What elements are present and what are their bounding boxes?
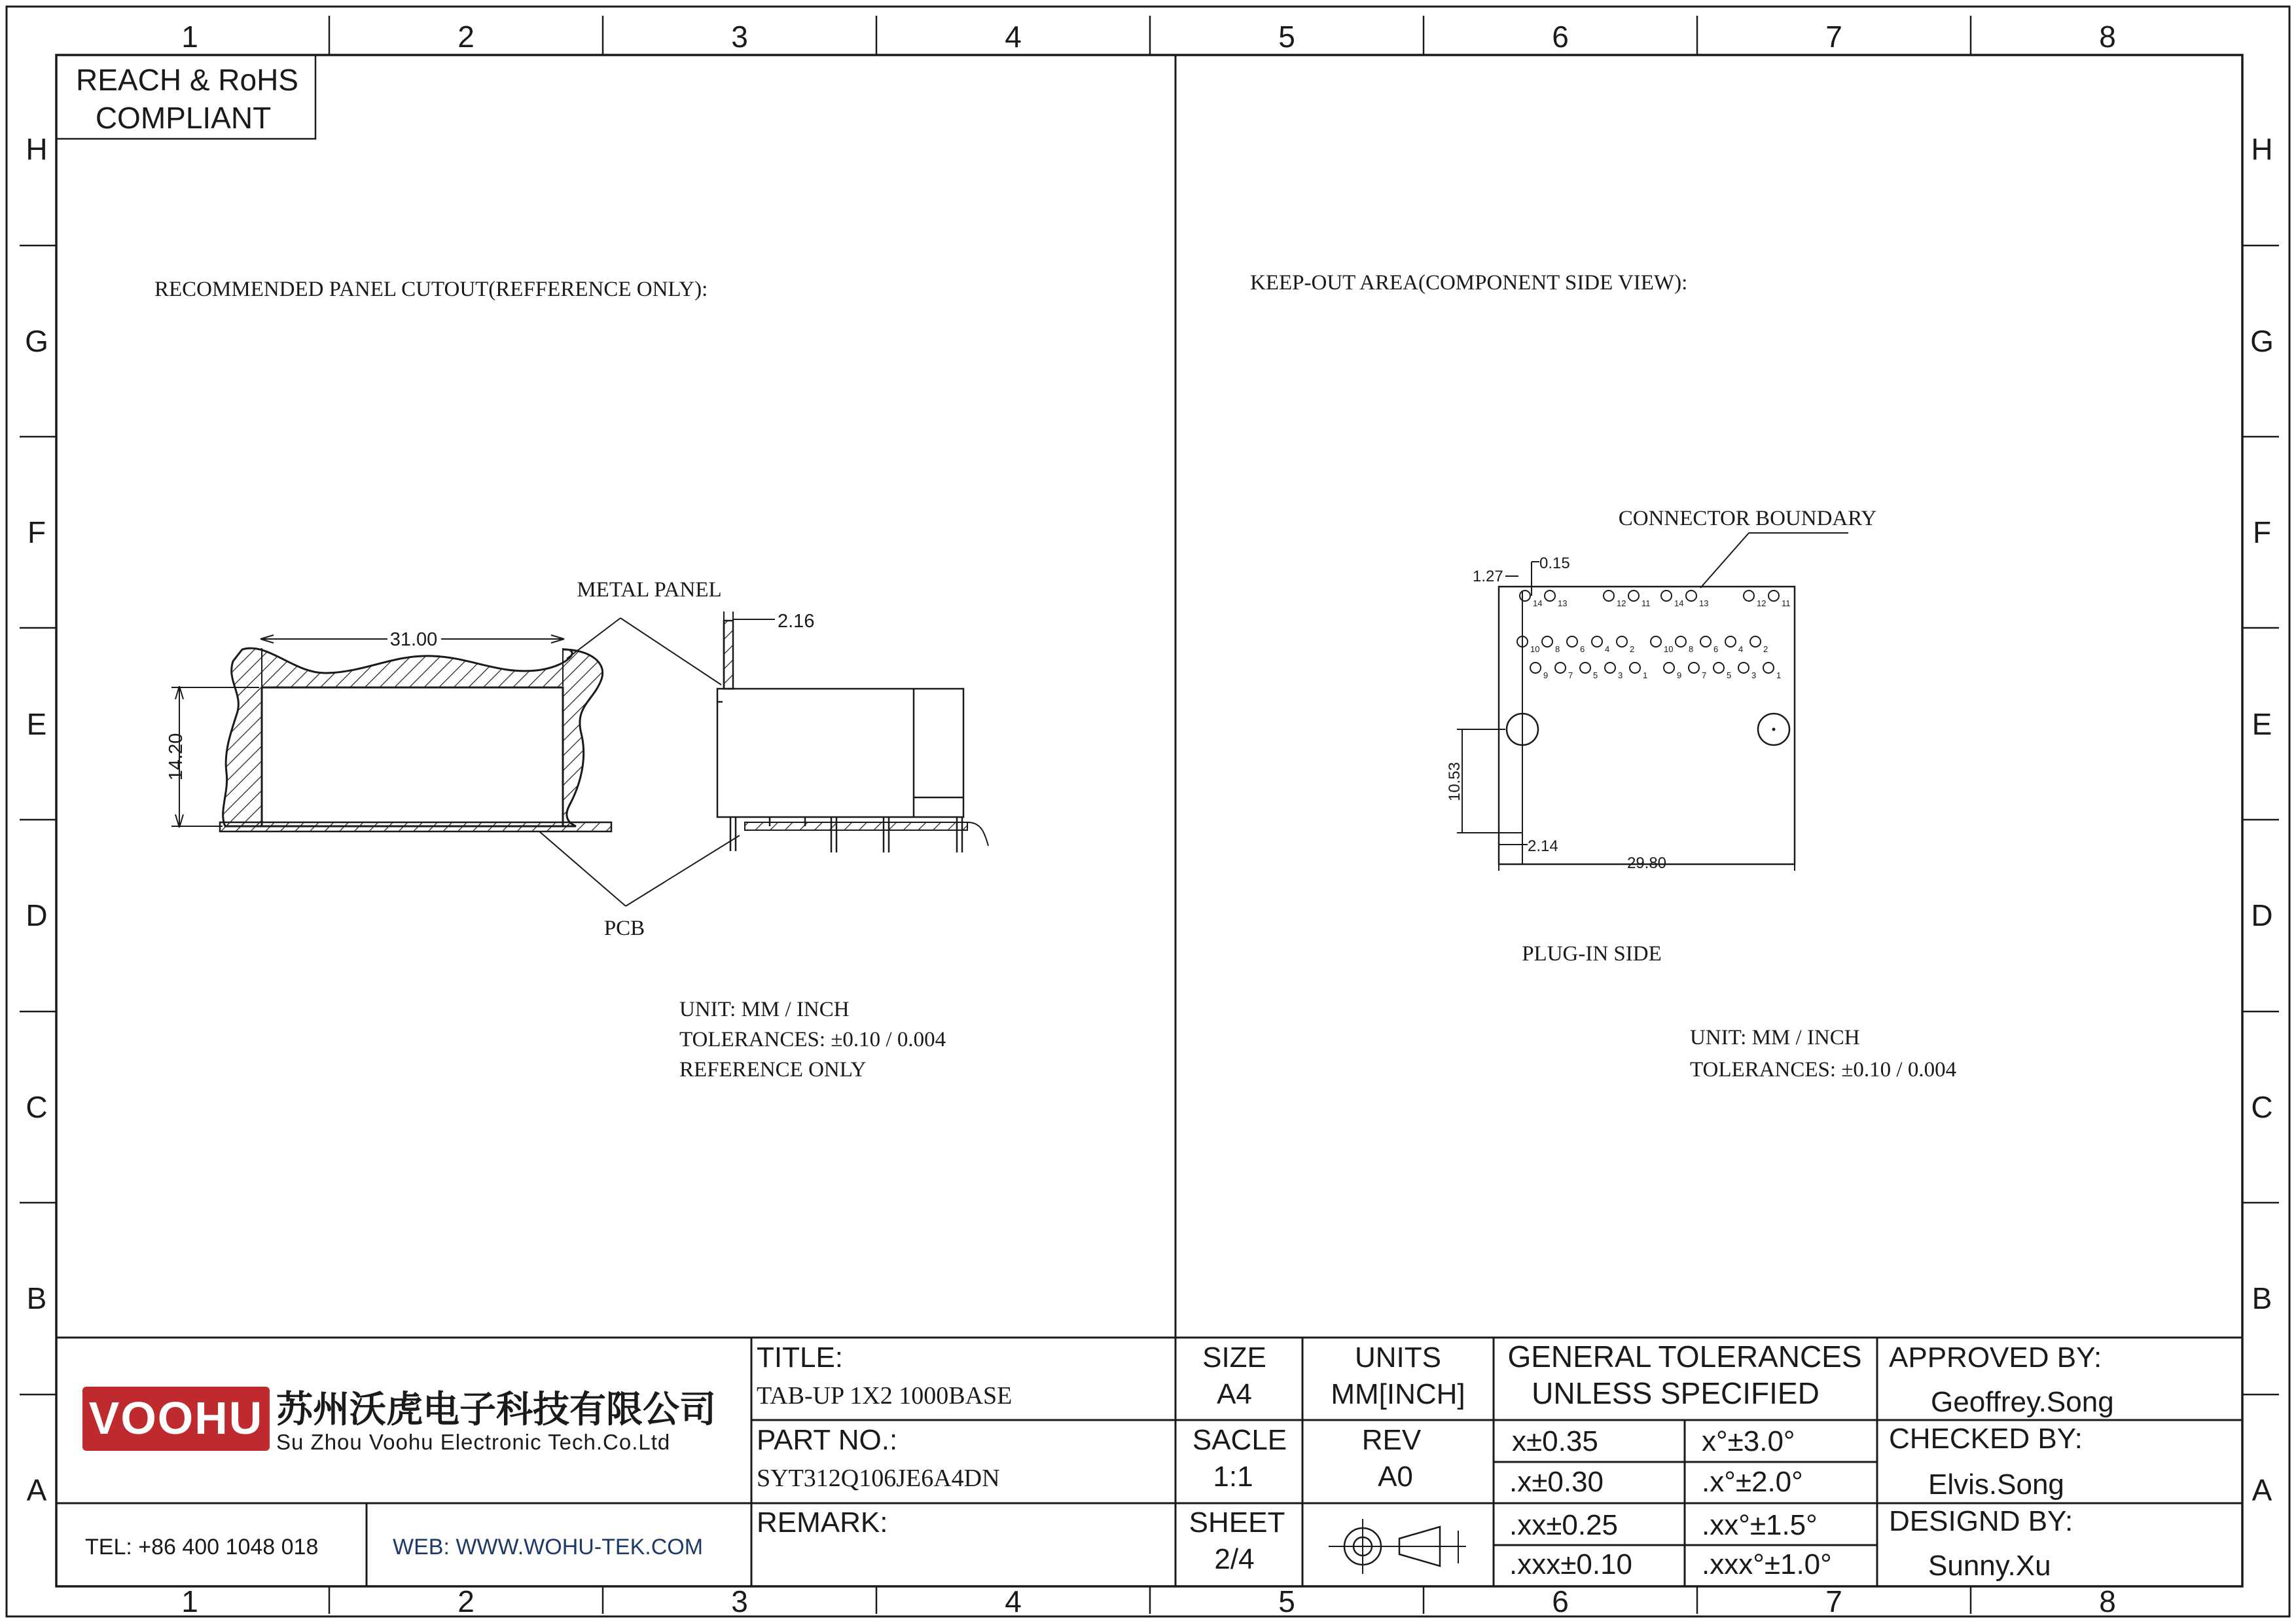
column-label-top: 2: [457, 20, 475, 54]
row-label-right: D: [2251, 898, 2273, 932]
pin-number-label: 4: [1738, 644, 1744, 654]
pin-hole: [1580, 663, 1590, 673]
tolerance-linear: .xxx±0.10: [1509, 1548, 1633, 1580]
column-label-top: 1: [181, 20, 198, 54]
right-note-tolerances: TOLERANCES: ±0.10 / 0.004: [1690, 1058, 1957, 1082]
checked-by-label: CHECKED BY:: [1889, 1423, 2083, 1455]
pin-number-label: 11: [1782, 598, 1791, 608]
designed-by-value: Sunny.Xu: [1928, 1550, 2051, 1582]
column-label-bottom: 6: [1552, 1584, 1569, 1618]
row-label-left: A: [26, 1473, 47, 1507]
pin-number-label: 6: [1580, 644, 1585, 654]
dim-pin-offset-a: 1.27: [1473, 568, 1503, 585]
tolerance-linear: .xx±0.25: [1509, 1509, 1619, 1541]
pin-hole: [1630, 663, 1640, 673]
tolerance-angular: .xx°±1.5°: [1702, 1509, 1818, 1541]
units-value: MM[INCH]: [1331, 1378, 1465, 1410]
row-label-left: D: [26, 898, 48, 932]
column-label-top: 5: [1278, 20, 1295, 54]
pin-number-label: 13: [1558, 598, 1568, 608]
checked-by-value: Elvis.Song: [1928, 1468, 2064, 1501]
row-label-right: B: [2251, 1281, 2272, 1315]
company-logo-text: VOOHU: [88, 1393, 264, 1444]
pin-hole: [1555, 663, 1566, 673]
pin-number-label: 4: [1605, 644, 1610, 654]
tolerance-angular: .xxx°±1.0°: [1702, 1548, 1832, 1580]
connector-boundary: [1499, 587, 1795, 864]
column-label-top: 7: [1825, 20, 1842, 54]
pin-hole: [1738, 663, 1749, 673]
column-label-bottom: 3: [731, 1584, 748, 1618]
pin-number-label: 8: [1689, 644, 1694, 654]
compliance-box: [56, 55, 315, 139]
row-label-left: C: [26, 1090, 48, 1124]
panel-opening: [262, 687, 563, 826]
column-label-top: 3: [731, 20, 748, 54]
pin-number-label: 8: [1555, 644, 1560, 654]
dim-cutout-height: 14.20: [166, 733, 187, 781]
pin-number-label: 2: [1630, 644, 1635, 654]
left-note-tolerances: TOLERANCES: ±0.10 / 0.004: [679, 1028, 946, 1051]
pin-number-label: 1: [1776, 670, 1782, 680]
pin-hole: [1700, 636, 1711, 647]
left-note-unit: UNIT: MM / INCH: [679, 998, 850, 1021]
pin-number-label: 3: [1751, 670, 1757, 680]
row-label-left: B: [26, 1281, 47, 1315]
title-label: TITLE:: [757, 1341, 844, 1374]
pin-number-label: 12: [1757, 598, 1767, 608]
pin-number-label: 14: [1533, 598, 1543, 608]
pin-hole: [1617, 636, 1627, 647]
row-label-right: E: [2251, 707, 2272, 741]
tolerance-angular: x°±3.0°: [1702, 1425, 1795, 1457]
pin-hole: [1661, 591, 1672, 601]
pin-hole: [1567, 636, 1577, 647]
pin-hole: [1604, 591, 1614, 601]
column-label-bottom: 7: [1825, 1584, 1842, 1618]
pin-hole: [1763, 663, 1774, 673]
part-number-value: SYT312Q106JE6A4DN: [757, 1465, 1000, 1492]
sheet-value: 2/4: [1214, 1543, 1255, 1575]
projection-symbol-icon: [1329, 1519, 1466, 1574]
pin-hole-field: [1517, 591, 1791, 680]
pin-hole: [1592, 636, 1602, 647]
dim-keepout-height: 10.53: [1446, 761, 1463, 802]
pin-number-label: 5: [1727, 670, 1732, 680]
approved-by-value: Geoffrey.Song: [1931, 1386, 2114, 1418]
column-label-bottom: 1: [181, 1584, 198, 1618]
compliance-line-1: REACH & RoHS: [76, 63, 298, 97]
size-label: SIZE: [1202, 1341, 1266, 1374]
pin-number-label: 6: [1713, 644, 1719, 654]
pin-number-label: 9: [1677, 670, 1682, 680]
left-note-reference: REFERENCE ONLY: [679, 1058, 867, 1082]
panel-cutout-view: [154, 278, 988, 1082]
pin-hole: [1725, 636, 1736, 647]
pin-number-label: 10: [1530, 644, 1540, 654]
scale-value: 1:1: [1213, 1461, 1253, 1493]
column-label-bottom: 5: [1278, 1584, 1295, 1618]
title-block: [56, 1338, 2242, 1586]
pin-hole: [1542, 636, 1552, 647]
column-label-top: 4: [1005, 20, 1022, 54]
pin-number-label: 2: [1763, 644, 1768, 654]
company-web: WEB: WWW.WOHU-TEK.COM: [393, 1535, 704, 1559]
rev-value: A0: [1378, 1461, 1413, 1493]
pin-hole: [1676, 636, 1686, 647]
compliance-line-2: COMPLIANT: [95, 101, 272, 135]
company-name-cn: 苏州沃虎电子科技有限公司: [276, 1389, 716, 1430]
remark-label: REMARK:: [757, 1506, 888, 1539]
units-label: UNITS: [1355, 1341, 1441, 1374]
row-label-right: H: [2251, 132, 2273, 166]
keep-out-view: [1250, 271, 1956, 1082]
dim-cutout-width: 31.00: [389, 629, 438, 650]
row-label-right: G: [2250, 324, 2274, 358]
mounting-hole-center: [1772, 728, 1776, 731]
rev-label: REV: [1361, 1424, 1422, 1456]
pin-number-label: 3: [1618, 670, 1623, 680]
pin-hole: [1605, 663, 1615, 673]
pin-number-label: 5: [1593, 670, 1598, 680]
pin-number-label: 1: [1643, 670, 1648, 680]
right-note-unit: UNIT: MM / INCH: [1690, 1026, 1860, 1049]
pin-number-label: 7: [1702, 670, 1707, 680]
connector-side-view: [717, 621, 988, 852]
company-name-en: Su Zhou Voohu Electronic Tech.Co.Ltd: [276, 1430, 671, 1454]
title-value: TAB-UP 1X2 1000BASE: [757, 1382, 1013, 1410]
tolerance-linear: x±0.35: [1512, 1425, 1598, 1457]
pin-hole: [1689, 663, 1699, 673]
tolerances-heading-1: GENERAL TOLERANCES: [1507, 1340, 1862, 1374]
column-label-top: 8: [2099, 20, 2116, 54]
pin-hole: [1750, 636, 1761, 647]
row-label-left: E: [26, 707, 47, 741]
dim-pin-offset-b: 0.15: [1539, 555, 1570, 572]
pcb-strip: [220, 822, 611, 831]
pin-hole: [1520, 591, 1530, 601]
part-number-label: PART NO.:: [757, 1424, 898, 1456]
row-label-right: A: [2251, 1473, 2272, 1507]
approved-by-label: APPROVED BY:: [1889, 1341, 2102, 1374]
pin-hole: [1664, 663, 1674, 673]
dim-panel-thickness: 2.16: [778, 611, 815, 632]
keep-out-heading: KEEP-OUT AREA(COMPONENT SIDE VIEW):: [1250, 271, 1688, 295]
designed-by-label: DESIGND BY:: [1889, 1505, 2073, 1537]
pin-hole: [1744, 591, 1754, 601]
pin-number-label: 13: [1699, 598, 1709, 608]
tolerance-linear: .x±0.30: [1509, 1466, 1604, 1498]
connector-boundary-label: CONNECTOR BOUNDARY: [1618, 507, 1877, 530]
pin-number-label: 12: [1617, 598, 1626, 608]
pin-number-label: 14: [1674, 598, 1684, 608]
sheet-label: SHEET: [1189, 1506, 1285, 1539]
column-label-bottom: 2: [457, 1584, 475, 1618]
column-label-bottom: 8: [2099, 1584, 2116, 1618]
row-label-right: F: [2252, 515, 2272, 549]
dim-keepout-edge: 2.14: [1528, 837, 1558, 855]
dim-keepout-width: 29.80: [1626, 854, 1667, 872]
pin-number-label: 10: [1664, 644, 1674, 654]
scale-label: SACLE: [1192, 1424, 1287, 1456]
pin-number-label: 9: [1543, 670, 1549, 680]
pin-hole: [1545, 591, 1555, 601]
pin-hole: [1768, 591, 1779, 601]
metal-panel-label: METAL PANEL: [577, 578, 722, 602]
row-label-right: C: [2251, 1090, 2273, 1124]
tolerances-heading-2: UNLESS SPECIFIED: [1532, 1376, 1820, 1410]
pcb-label: PCB: [603, 917, 645, 940]
pin-hole: [1530, 663, 1541, 673]
size-value: A4: [1217, 1378, 1252, 1410]
pin-number-label: 7: [1568, 670, 1573, 680]
column-label-top: 6: [1552, 20, 1569, 54]
tolerance-angular: .x°±2.0°: [1702, 1466, 1803, 1498]
company-tel: TEL: +86 400 1048 018: [85, 1535, 319, 1559]
pin-hole: [1713, 663, 1724, 673]
plug-in-side-label: PLUG-IN SIDE: [1522, 942, 1662, 966]
panel-cutout-heading: RECOMMENDED PANEL CUTOUT(REFFERENCE ONLY):: [154, 278, 708, 301]
row-label-left: F: [27, 515, 46, 549]
pin-hole: [1686, 591, 1696, 601]
row-label-left: H: [26, 132, 48, 166]
column-label-bottom: 4: [1005, 1584, 1022, 1618]
row-label-left: G: [25, 324, 48, 358]
pin-number-label: 11: [1641, 598, 1651, 608]
pin-hole: [1628, 591, 1639, 601]
pin-hole: [1651, 636, 1661, 647]
